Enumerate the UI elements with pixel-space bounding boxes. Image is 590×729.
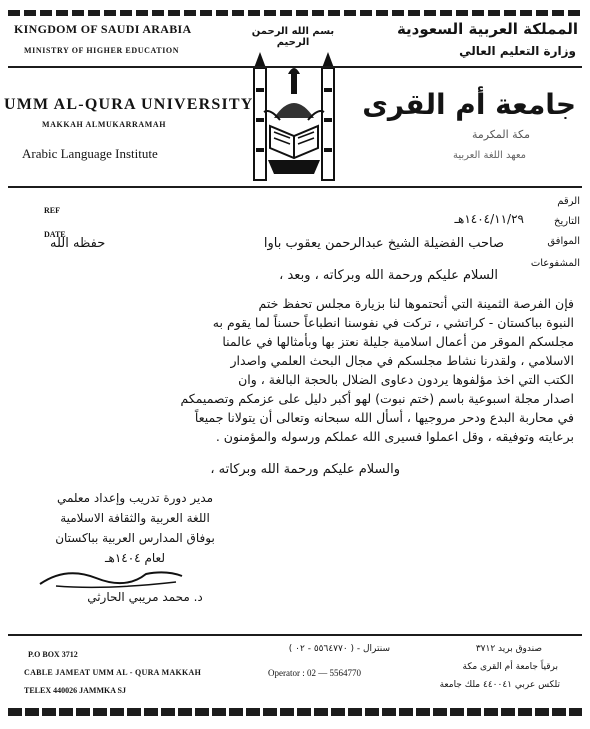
operator-en: Operator : 02 — 5564770 <box>268 668 361 678</box>
body-line: الاسلامي ، ولقدرنا نشاط مجلسكم في مجال البحث العلمي واصدار <box>230 353 574 368</box>
signer-name: د. محمد مريبي الحارثي <box>87 590 203 604</box>
telex-ar: تلكس عربي ٤٤٠٠٤١ ملك جامعة <box>439 680 560 690</box>
body-line: الكتب التي اخذ مؤلفوها يردون دعاوى الضلال بالحجة البالغة ، وان <box>238 372 574 387</box>
date-label: DATE <box>44 230 66 239</box>
recipient: صاحب الفضيلة الشيخ عبدالرحمن يعقوب باوا <box>263 236 504 251</box>
kingdom-ar: المملكة العربية السعودية <box>396 20 578 38</box>
basmala: بسم الله الرحمن الرحيم <box>251 26 335 48</box>
kingdom-en: KINGDOM OF SAUDI ARABIA <box>14 22 192 36</box>
cable-ar: برقياً جامعة أم القرى مكة <box>462 662 558 672</box>
header-divider <box>8 66 582 68</box>
university-emblem-icon <box>244 48 344 184</box>
ministry-ar: وزارة التعليم العالي <box>459 44 576 58</box>
subject-label-ar: الموافق <box>547 236 580 247</box>
city-ar: مكة المكرمة <box>471 128 530 141</box>
telex-en: TELEX 440026 JAMMKA SJ <box>24 686 127 695</box>
university-en: UMM AL-QURA UNIVERSITY <box>4 96 254 113</box>
bottom-border <box>8 708 582 716</box>
city-en: MAKKAH ALMUKARRAMAH <box>42 120 167 129</box>
institute-ar: معهد اللغة العربية <box>452 150 526 161</box>
ref-label: REF <box>44 206 60 215</box>
top-border <box>8 10 582 16</box>
switchboard-ar: سنترال - ( ٥٥٦٤٧٧٠ - ٠٢ ) <box>288 644 390 654</box>
pobox-ar: صندوق بريد ٣٧١٢ <box>475 644 542 654</box>
footer-top-rule <box>8 634 582 636</box>
cable-en: CABLE JAMEAT UMM AL - QURA MAKKAH <box>24 668 202 677</box>
closing: والسلام عليكم ورحمة الله وبركاته ، <box>210 462 400 477</box>
signature-line: مدير دورة تدريب وإعداد معلمي <box>56 491 214 505</box>
signature-line: بوفاق المدارس العربية بباكستان <box>55 531 215 545</box>
greeting: السلام عليكم ورحمة الله وبركاته ، وبعد ، <box>279 268 498 283</box>
ref-label-ar: الرقم <box>557 196 580 207</box>
body-line: اصدار مجلة اسبوعية باسم (ختم نبوت) لهو أكبر دليل على عزمكم وتصميمكم <box>180 391 574 406</box>
body-line: برعايته وتوفيقه ، وقل اعملوا فسيرى الله عملكم ورسوله والمؤمنون . <box>215 429 574 444</box>
ministry-en: MINISTRY OF HIGHER EDUCATION <box>24 46 180 55</box>
honorific: حفظه الله <box>50 236 106 251</box>
date-value: ١٤٠٤/١١/٢٩هـ <box>454 212 524 226</box>
body-line: في محاربة البدع ودحر مروجيها ، أسأل الله سبحانه وتعالى أن يتولانا جميعاً <box>194 410 574 425</box>
body-line: النبوة بباكستان - كراتشي ، تركت في نفوسنا انطباعاً حسناً لما يقوم به <box>212 315 574 330</box>
letter-body <box>34 294 574 446</box>
signature-line: اللغة العربية والثقافة الاسلامية <box>60 511 210 525</box>
header-bottom-rule <box>8 186 582 188</box>
pobox-en: P.O BOX 3712 <box>28 650 78 659</box>
body-line: فإن الفرصة الثمينة التي أتحتموها لنا بزيارة مجلس تحفظ ختم <box>258 296 574 311</box>
signature-line: لعام ١٤٠٤هـ <box>105 551 165 565</box>
attachments-label-ar: المشفوعات <box>530 258 580 269</box>
university-ar: جامعة أم القرى <box>362 88 576 121</box>
signature-block <box>40 488 230 568</box>
institute-en: Arabic Language Institute <box>22 146 158 161</box>
body-line: مجلسكم الموقر من أعمال اسلامية جليلة نعتز بها وبأمثالها في عالمنا <box>222 334 574 349</box>
date-label-ar: التاريخ <box>554 216 580 227</box>
handwritten-signature <box>36 562 186 592</box>
